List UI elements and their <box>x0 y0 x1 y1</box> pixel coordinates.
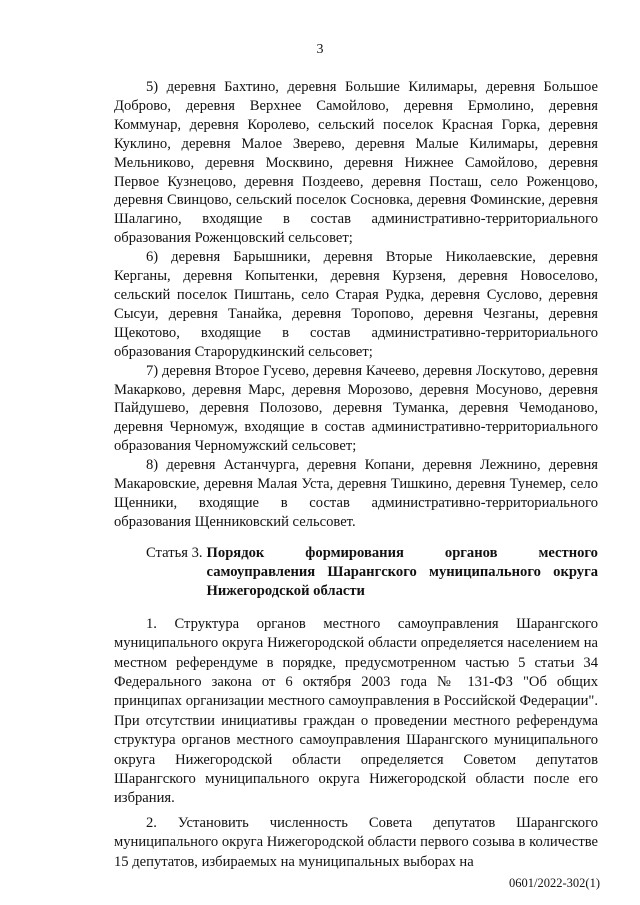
article-title-line1 <box>207 544 598 563</box>
document-body <box>114 78 598 872</box>
article-paragraph-1: 1. Структура органов местного самоуправления Шарангского муниципального округа Нижегородской области определяется населением на местном референдуме в порядке, предусмотренном частью 5 статьи 34 Федерального закона от 6 октября 2003 года № 131-ФЗ "Об общих принципах организации местного самоуправления в Российской Федерации". При отсутствии инициативы граждан о проведении местного референдума структура органов местного самоуправления Шарангского муниципального округа Нижегородской области определяется Советом депутатов Шарангского муниципального округа Нижегородской области после его избрания. <box>114 615 598 807</box>
paragraph-item-6: 6) деревня Барышники, деревня Вторые Николаевские, деревня Керганы, деревня Копытенки, деревня Курзеня, деревня Новоселово, сельский поселок Пиштань, село Старая Рудка, деревня Суслово, деревня Сысуи, деревня Танайка, деревня Торопово, деревня Чезганы, деревня Щекотово, входящие в состав административно-территориального образования Старорудкинский сельсовет; <box>114 249 598 360</box>
document-code: 0601/2022-302(1) <box>509 876 600 890</box>
article-title-rest: самоуправления Шарангского муниципального округа Нижегородской области <box>206 563 598 599</box>
article-title-word: органов <box>444 544 498 561</box>
article-paragraph-2: 2. Установить численность Совета депутатов Шарангского муниципального округа Нижегородской области первого созыва в количестве 15 депутатов, избираемых на муниципальных выборах на <box>114 814 598 870</box>
article-title-word: формирования <box>305 544 404 561</box>
article-title <box>207 544 598 601</box>
paragraph-item-8: 8) деревня Астанчурга, деревня Копани, деревня Лежнино, деревня Макаровские, деревня Малая Уста, деревня Тишкино, деревня Тунемер, село Щенники, входящие в состав административно-территориального образования Щенниковский сельсовет. <box>114 457 598 530</box>
article-label: Статья 3. <box>146 544 203 561</box>
paragraph-item-7: 7) деревня Второе Гусево, деревня Качеево, деревня Лоскутово, деревня Макарково, деревня Марс, деревня Морозово, деревня Мосуново, деревня Пайдушево, деревня Полозово, деревня Туманка, деревня Чемоданово, деревня Черномуж, входящие в состав административно-территориального образования Черномужский сельсовет; <box>114 362 598 455</box>
article-title-word: Порядок <box>206 544 265 561</box>
paragraph-item-5: 5) деревня Бахтино, деревня Большие Килимары, деревня Большое Доброво, деревня Верхнее Самойлово, деревня Ермолино, деревня Коммунар, деревня Королево, сельский поселок Красная Горка, деревня Куклино, деревня Малое Зверево, деревня Малые Килимары, деревня Мельниково, деревня Москвино, деревня Нижнее Самойлово, деревня Первое Кузнецово, деревня Поздеево, деревня Посташ, село Роженцово, деревня Свинцово, сельский поселок Сосновка, деревня Фоминские, деревня Шалагино, входящие в состав административно-территориального образования Роженцовский сельсовет; <box>114 79 598 247</box>
article-heading <box>114 544 598 601</box>
article-title-word: местного <box>538 544 598 561</box>
page-number: 3 <box>316 42 324 57</box>
